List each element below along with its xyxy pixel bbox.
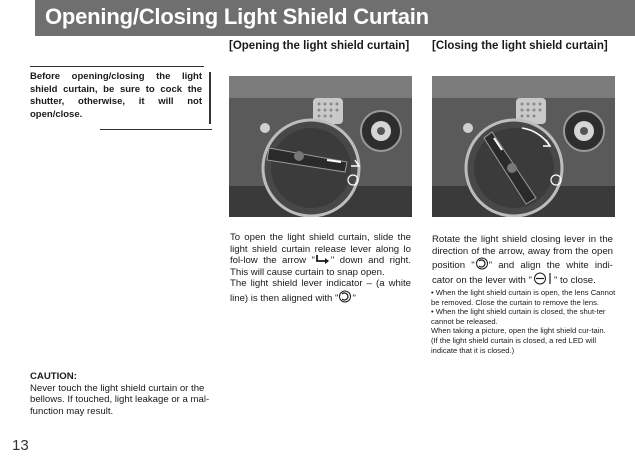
open-text-1b: " down and right. This will cause curtain to snap open. <box>230 255 411 278</box>
note-item: (If the light shield curtain is closed, a red LED will indicate that it is closed.) <box>431 335 597 355</box>
close-text-1b: " and align the white indi-cator on the lever with " <box>432 260 613 286</box>
notes-block <box>431 288 621 355</box>
arrow-down-right-icon <box>315 255 331 265</box>
open-text-1: To open the light shield curtain, slide the light shield curtain release lever along lo fol-low the arrow " <box>230 232 411 267</box>
warning-top-rule <box>30 66 204 67</box>
camera-back-photo-icon <box>432 76 615 217</box>
page-title: Opening/Closing Light Shield Curtain <box>45 4 429 29</box>
note-item: • When the light shield curtain is closed, the shut-ter cannot be released. <box>431 307 606 326</box>
page-number: 13 <box>12 437 29 454</box>
open-instructions <box>230 232 411 305</box>
caution-heading: CAUTION: <box>30 371 77 382</box>
camera-back-photo-icon <box>229 76 412 217</box>
warning-box <box>30 66 210 130</box>
caution-block <box>30 371 215 417</box>
note-item: When taking a picture, open the light shield cur-tain. <box>431 326 606 336</box>
open-text-2b: " <box>352 292 356 304</box>
close-heading: [Closing the light shield curtain] <box>432 40 608 52</box>
warning-side-rule <box>209 72 211 124</box>
open-heading: [Opening the light shield curtain] <box>229 40 410 52</box>
close-text-1c: " to close. <box>553 274 596 286</box>
page-header <box>0 0 635 36</box>
open-position-icon <box>338 290 352 303</box>
open-text-2: The light shield lever indicator – (a white line) is then aligned with " <box>230 278 411 304</box>
close-text-1: Rotate the light shield closing lever in the direction of the arrow, away from the open position " <box>432 234 613 272</box>
warning-text: Before opening/closing the light shield curtain, be sure to cock the shutter, otherwise, it will not open/close. <box>30 71 202 120</box>
close-photo <box>432 76 615 217</box>
open-photo <box>229 76 412 217</box>
open-position-icon <box>475 257 489 270</box>
close-instructions <box>432 234 613 286</box>
caution-text: Never touch the light shield curtain or the bellows. If touched, light leakage or a mal-function may result. <box>30 382 210 417</box>
closed-position-icon <box>532 272 554 285</box>
warning-bottom-rule <box>100 129 212 130</box>
note-item: • When the light shield curtain is open, the lens Cannot be removed. Close the curtain to remove the lens. <box>431 288 616 307</box>
